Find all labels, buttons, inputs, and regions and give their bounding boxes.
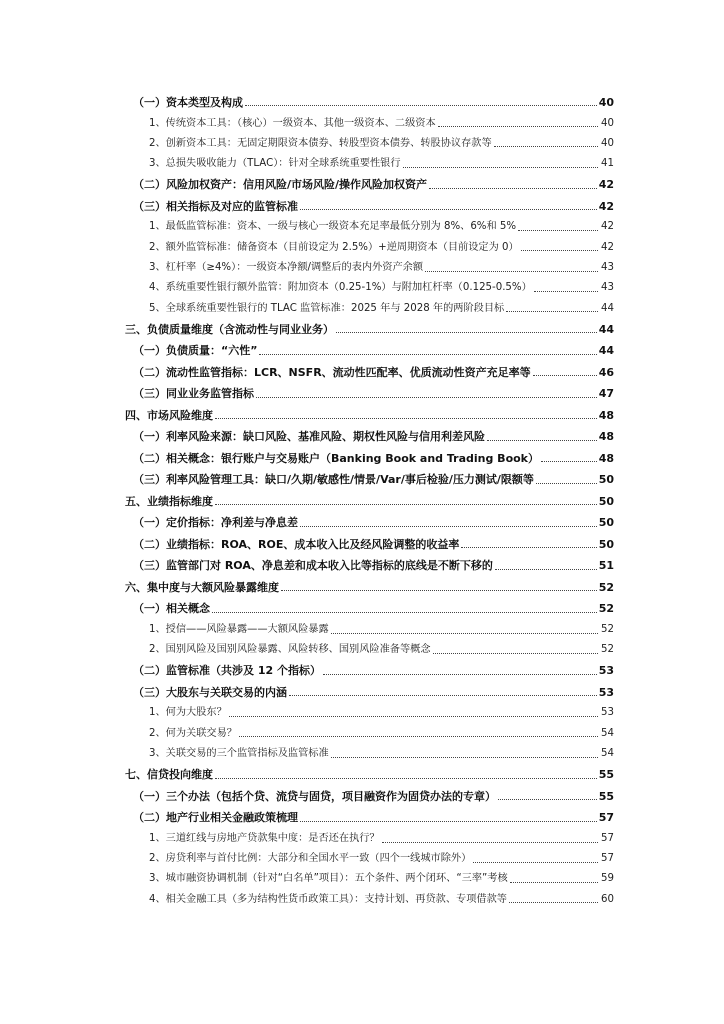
toc-entry[interactable] (0, 174, 724, 196)
toc-entry-page: 54 (601, 748, 614, 760)
toc-entry-page: 60 (601, 893, 614, 905)
table-of-contents (0, 92, 724, 910)
toc-entry-page: 51 (598, 559, 614, 573)
toc-entry[interactable] (0, 620, 724, 640)
toc-entry-page: 40 (598, 96, 614, 109)
dot-leader (536, 483, 597, 484)
toc-entry-page: 52 (601, 644, 614, 656)
toc-entry[interactable] (0, 114, 724, 134)
toc-entry-label: 三、负债质量维度（含流动性与同业业务） (125, 322, 334, 336)
toc-entry-page: 44 (601, 302, 614, 314)
toc-entry[interactable] (0, 786, 724, 808)
toc-entry[interactable] (0, 491, 724, 513)
toc-entry-page: 44 (598, 322, 614, 336)
dot-leader (498, 799, 597, 800)
toc-entry[interactable] (0, 426, 724, 448)
toc-entry-label: 1、授信——风险暴露——大额风险暴露 (149, 623, 329, 635)
toc-entry-label: 5、全球系统重要性银行的 TLAC 监管标准：2025 年与 2028 年的两阶段目标 (149, 302, 505, 314)
toc-entry-page: 46 (598, 365, 614, 379)
toc-entry-page: 50 (598, 473, 614, 487)
toc-entry-page: 53 (598, 685, 614, 699)
toc-entry[interactable] (0, 724, 724, 744)
toc-entry-label: 1、何为大股东？ (149, 707, 227, 719)
dot-leader (403, 167, 598, 168)
toc-entry-label: （二）风险加权资产：信用风险/市场风险/操作风险加权资产 (133, 178, 428, 192)
toc-entry-label: （三）同业业务监管指标 (133, 387, 254, 401)
toc-entry-label: （一）相关概念 (133, 602, 210, 616)
toc-entry-page: 53 (598, 664, 614, 678)
toc-entry-page: 48 (598, 408, 614, 422)
toc-entry-label: （一）资本类型及构成 (133, 96, 243, 109)
toc-entry-label: 四、市场风险维度 (125, 408, 213, 422)
toc-entry[interactable] (0, 92, 724, 114)
toc-entry-label: 3、杠杆率（≥4%）：一级资本净额/调整后的表内外资产余额 (149, 261, 424, 273)
dot-leader (212, 612, 597, 613)
toc-entry[interactable] (0, 555, 724, 577)
toc-entry-label: 3、总损失吸收能力（TLAC）：针对全球系统重要性银行 (149, 158, 401, 170)
toc-entry-page: 43 (601, 261, 614, 273)
toc-entry-label: 4、系统重要性银行额外监管：附加资本（0.25-1%）与附加杠杆率（0.125-0.5%） (149, 282, 532, 294)
toc-entry-label: （三）大股东与关联交易的内涵 (133, 685, 287, 699)
toc-entry-label: 六、集中度与大额风险暴露维度 (125, 580, 279, 594)
dot-leader (433, 653, 598, 654)
toc-entry-page: 52 (598, 602, 614, 616)
toc-entry-label: （三）利率风险管理工具：缺口/久期/敏感性/情景/Var/事后检验/压力测试/限额等 (133, 473, 534, 487)
toc-entry[interactable] (0, 598, 724, 620)
toc-entry-page: 54 (601, 727, 614, 739)
toc-entry[interactable] (0, 660, 724, 682)
toc-entry-page: 40 (601, 117, 614, 129)
toc-entry[interactable] (0, 134, 724, 154)
dot-leader (281, 590, 597, 591)
dot-leader (510, 882, 598, 883)
toc-entry[interactable] (0, 849, 724, 869)
dot-leader (300, 209, 597, 210)
dot-leader (487, 440, 597, 441)
toc-entry-label: 2、额外监管标准：储备资本（目前设定为 2.5%）+逆周期资本（目前设定为 0） (149, 241, 519, 253)
toc-entry-page: 57 (598, 811, 614, 825)
dot-leader (533, 375, 597, 376)
toc-entry-label: 3、城市融资协调机制（针对“白名单”项目）：五个条件、两个闭环、“三率”考核 (149, 873, 508, 885)
toc-entry-label: 五、业绩指标维度 (125, 494, 213, 508)
toc-entry[interactable] (0, 217, 724, 237)
toc-entry[interactable] (0, 319, 724, 341)
toc-entry-page: 48 (598, 451, 614, 465)
dot-leader (289, 695, 597, 696)
dot-leader (494, 146, 598, 147)
toc-entry-label: （二）相关概念：银行账户与交易账户（Banking Book and Trading Book） (133, 451, 539, 465)
toc-entry-page: 50 (598, 537, 614, 551)
toc-entry-page: 52 (601, 623, 614, 635)
dot-leader (331, 633, 598, 634)
toc-entry[interactable] (0, 154, 724, 174)
toc-entry[interactable] (0, 577, 724, 599)
toc-entry-page: 57 (601, 832, 614, 844)
toc-entry-page: 50 (598, 494, 614, 508)
toc-entry[interactable] (0, 383, 724, 405)
toc-entry-page: 57 (601, 853, 614, 865)
toc-entry-page: 42 (601, 221, 614, 233)
toc-entry-page: 42 (598, 199, 614, 213)
toc-entry[interactable] (0, 764, 724, 786)
toc-entry-page: 40 (601, 137, 614, 149)
toc-entry-label: 七、信贷投向维度 (125, 768, 213, 782)
dot-leader (229, 716, 598, 717)
toc-entry-page: 52 (598, 580, 614, 594)
toc-entry-page: 41 (601, 158, 614, 170)
toc-entry-label: 4、相关金融工具（多为结构性货币政策工具）：支持计划、再贷款、专项借款等 (149, 893, 507, 905)
toc-entry-label: 2、国别风险及国别风险暴露、风险转移、国别风险准备等概念 (149, 644, 431, 656)
toc-entry-page: 50 (598, 516, 614, 530)
dot-leader (300, 526, 597, 527)
dot-leader (521, 250, 598, 251)
toc-entry[interactable] (0, 196, 724, 218)
toc-entry[interactable] (0, 682, 724, 704)
toc-entry[interactable] (0, 405, 724, 427)
toc-entry[interactable] (0, 890, 724, 910)
toc-entry-page: 43 (601, 282, 614, 294)
toc-entry[interactable] (0, 869, 724, 889)
toc-entry[interactable] (0, 469, 724, 491)
toc-entry[interactable] (0, 278, 724, 298)
dot-leader (438, 126, 598, 127)
dot-leader (259, 354, 596, 355)
dot-leader (323, 674, 597, 675)
dot-leader (256, 397, 597, 398)
dot-leader (215, 504, 597, 505)
dot-leader (215, 778, 597, 779)
dot-leader (461, 547, 596, 548)
toc-entry-page: 44 (598, 344, 614, 358)
toc-entry-label: （二）地产行业相关金融政策梳理 (133, 811, 298, 825)
toc-entry-label: 1、最低监管标准：资本、一级与核心一级资本充足率最低分别为 8%、6%和 5% (149, 221, 517, 233)
toc-entry-label: （二）监管标准（共涉及 12 个指标） (133, 664, 321, 678)
dot-leader (429, 188, 597, 189)
dot-leader (300, 821, 597, 822)
dot-leader (245, 105, 597, 106)
dot-leader (425, 271, 598, 272)
dot-leader (495, 569, 597, 570)
dot-leader (382, 842, 598, 843)
toc-entry-label: （一）三个办法（包括个贷、流贷与固贷，项目融资作为固贷办法的专章） (133, 789, 496, 803)
toc-entry[interactable] (0, 340, 724, 362)
toc-entry-page: 53 (601, 707, 614, 719)
dot-leader (509, 902, 598, 903)
dot-leader (215, 418, 597, 419)
toc-entry-page: 42 (598, 178, 614, 192)
toc-entry-page: 59 (601, 873, 614, 885)
dot-leader (239, 736, 598, 737)
toc-entry-label: （三）监管部门对 ROA、净息差和成本收入比等指标的底线是不断下移的 (133, 559, 493, 573)
toc-entry[interactable] (0, 448, 724, 470)
toc-entry[interactable] (0, 299, 724, 319)
toc-entry-label: 1、三道红线与房地产贷款集中度：是否还在执行？ (149, 832, 380, 844)
toc-entry-page: 47 (598, 387, 614, 401)
dot-leader (336, 332, 597, 333)
toc-entry[interactable] (0, 744, 724, 764)
toc-entry-page: 48 (598, 430, 614, 444)
toc-entry-page: 42 (601, 241, 614, 253)
toc-entry-label: 1、传统资本工具：（核心）一级资本、其他一级资本、二级资本 (149, 117, 436, 129)
toc-entry[interactable] (0, 807, 724, 829)
toc-entry-label: （三）相关指标及对应的监管标准 (133, 199, 298, 213)
toc-entry-label: （二）流动性监管指标：LCR、NSFR、流动性匹配率、优质流动性资产充足率等 (133, 365, 531, 379)
dot-leader (541, 461, 597, 462)
toc-entry[interactable] (0, 829, 724, 849)
toc-entry[interactable] (0, 258, 724, 278)
toc-entry-label: （二）业绩指标：ROA、ROE、成本收入比及经风险调整的收益率 (133, 537, 460, 551)
toc-entry-label: 2、创新资本工具：无固定期限资本债券、转股型资本债券、转股协议存款等 (149, 137, 492, 149)
toc-entry[interactable] (0, 238, 724, 258)
toc-entry-label: （一）负债质量：“六性” (133, 344, 258, 358)
toc-entry[interactable] (0, 362, 724, 384)
toc-entry-label: （一）利率风险来源：缺口风险、基准风险、期权性风险与信用利差风险 (133, 430, 485, 444)
toc-entry[interactable] (0, 534, 724, 556)
toc-entry-label: 3、关联交易的三个监管指标及监管标准 (149, 748, 329, 760)
toc-entry-page: 55 (598, 768, 614, 782)
toc-entry-label: （一）定价指标：净利差与净息差 (133, 516, 298, 530)
dot-leader (331, 757, 598, 758)
toc-entry-label: 2、房贷利率与首付比例：大部分和全国水平一致（四个一线城市除外） (149, 853, 472, 865)
toc-entry-label: 2、何为关联交易？ (149, 727, 237, 739)
toc-entry[interactable] (0, 703, 724, 723)
toc-entry[interactable] (0, 512, 724, 534)
toc-entry-page: 55 (598, 789, 614, 803)
dot-leader (506, 311, 598, 312)
toc-entry[interactable] (0, 640, 724, 660)
dot-leader (518, 230, 598, 231)
dot-leader (534, 291, 598, 292)
dot-leader (473, 862, 598, 863)
